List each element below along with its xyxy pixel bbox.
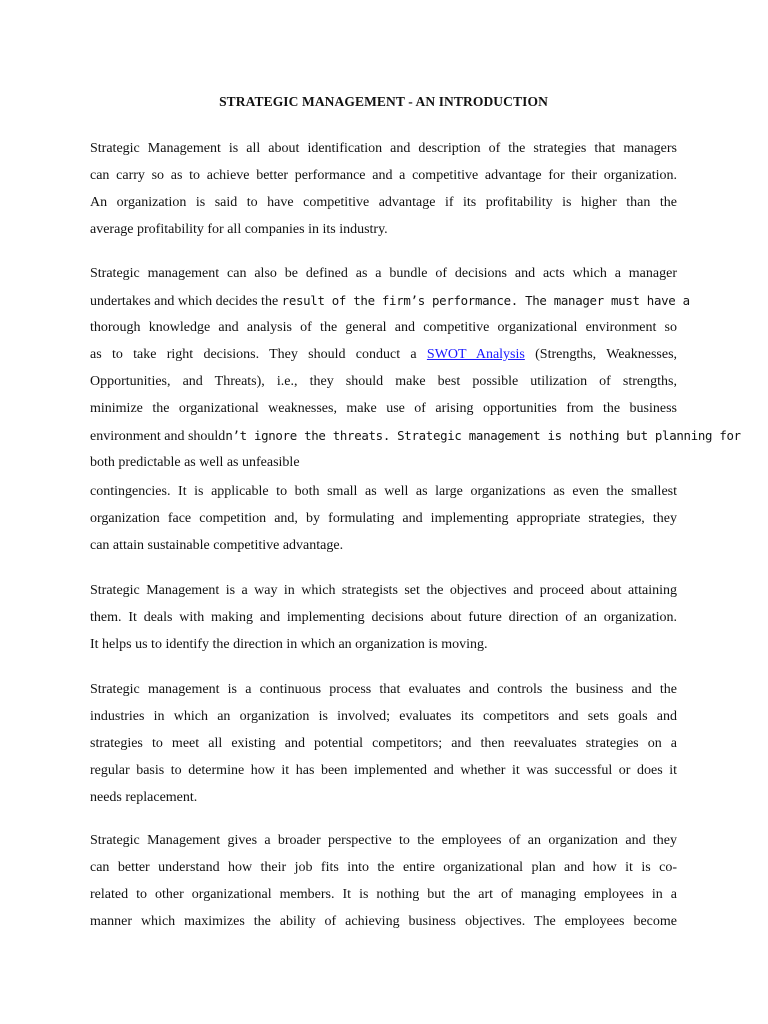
- paragraph-line: Opportunities, and Threats), i.e., they should make best possible utilization of strengths,: [90, 374, 677, 389]
- document-title: STRATEGIC MANAGEMENT - AN INTRODUCTION: [219, 94, 548, 109]
- paragraph-line: strategies to meet all existing and potential competitors; and then reevaluates strategies on a: [90, 736, 677, 751]
- paragraph-line: regular basis to determine how it has been implemented and whether it was successful or does it: [90, 763, 677, 778]
- paragraph-line: can carry so as to achieve better performance and a competitive advantage for their organization.: [90, 168, 677, 183]
- paragraph-line: [90, 341, 677, 368]
- paragraph-line: related to other organizational members. It is nothing but the art of managing employees in a: [90, 887, 677, 902]
- line-segment: as to take right decisions. They should conduct a: [90, 347, 427, 362]
- line-segment: result of the firm’s performance. The manager must have a: [281, 293, 690, 308]
- paragraph-line: average profitability for all companies in its industry.: [90, 222, 388, 237]
- paragraph-line: manner which maximizes the ability of achieving business objectives. The employees become: [90, 914, 677, 929]
- paragraph-line: can attain sustainable competitive advantage.: [90, 538, 344, 553]
- paragraph-line: An organization is said to have competitive advantage if its profitability is higher than the: [90, 195, 677, 210]
- paragraph-line: [90, 287, 690, 314]
- line-segment: environment and should: [90, 429, 226, 444]
- paragraph-line: Strategic management is a continuous process that evaluates and controls the business and the: [90, 682, 677, 697]
- paragraph-line: industries in which an organization is involved; evaluates its competitors and sets goals and: [90, 709, 677, 724]
- paragraph-line: Strategic Management is all about identification and description of the strategies that managers: [90, 141, 677, 156]
- paragraph-line: thorough knowledge and analysis of the general and competitive organizational environment so: [90, 320, 677, 335]
- paragraph-4: [90, 577, 677, 658]
- paragraph-line: needs replacement.: [90, 790, 198, 805]
- paragraph-line: organization face competition and, by formulating and implementing appropriate strategies, they: [90, 511, 677, 526]
- paragraph-line: contingencies. It is applicable to both small as well as large organizations as even the smallest: [90, 484, 677, 499]
- paragraph-5: [90, 676, 677, 811]
- paragraph-line: It helps us to identify the direction in which an organization is moving.: [90, 637, 488, 652]
- paragraph-2: [90, 260, 741, 476]
- paragraph-line: them. It deals with making and implementing decisions about future direction of an organization.: [90, 610, 677, 625]
- paragraph-line: [90, 422, 741, 449]
- paragraph-line: both predictable as well as unfeasible: [90, 455, 300, 470]
- paragraph-3: [90, 478, 677, 559]
- swot-analysis-link[interactable]: SWOT Analysis: [426, 347, 525, 362]
- paragraph-6: [90, 827, 677, 935]
- line-segment: n’t ignore the threats. Strategic management is nothing but planning for: [225, 428, 741, 443]
- line-segment: undertakes and which decides the: [90, 294, 282, 309]
- paragraph-line: minimize the organizational weaknesses, make use of arising opportunities from the business: [90, 401, 677, 416]
- paragraph-line: can better understand how their job fits into the entire organizational plan and how it is co-: [90, 860, 677, 875]
- paragraph-line: Strategic Management gives a broader perspective to the employees of an organization and they: [90, 833, 677, 848]
- paragraph-line: Strategic management can also be defined as a bundle of decisions and acts which a manager: [90, 266, 677, 281]
- line-segment: (Strengths, Weaknesses,: [524, 347, 678, 362]
- paragraph-line: Strategic Management is a way in which strategists set the objectives and proceed about attaining: [90, 583, 677, 598]
- paragraph-1: [90, 135, 677, 243]
